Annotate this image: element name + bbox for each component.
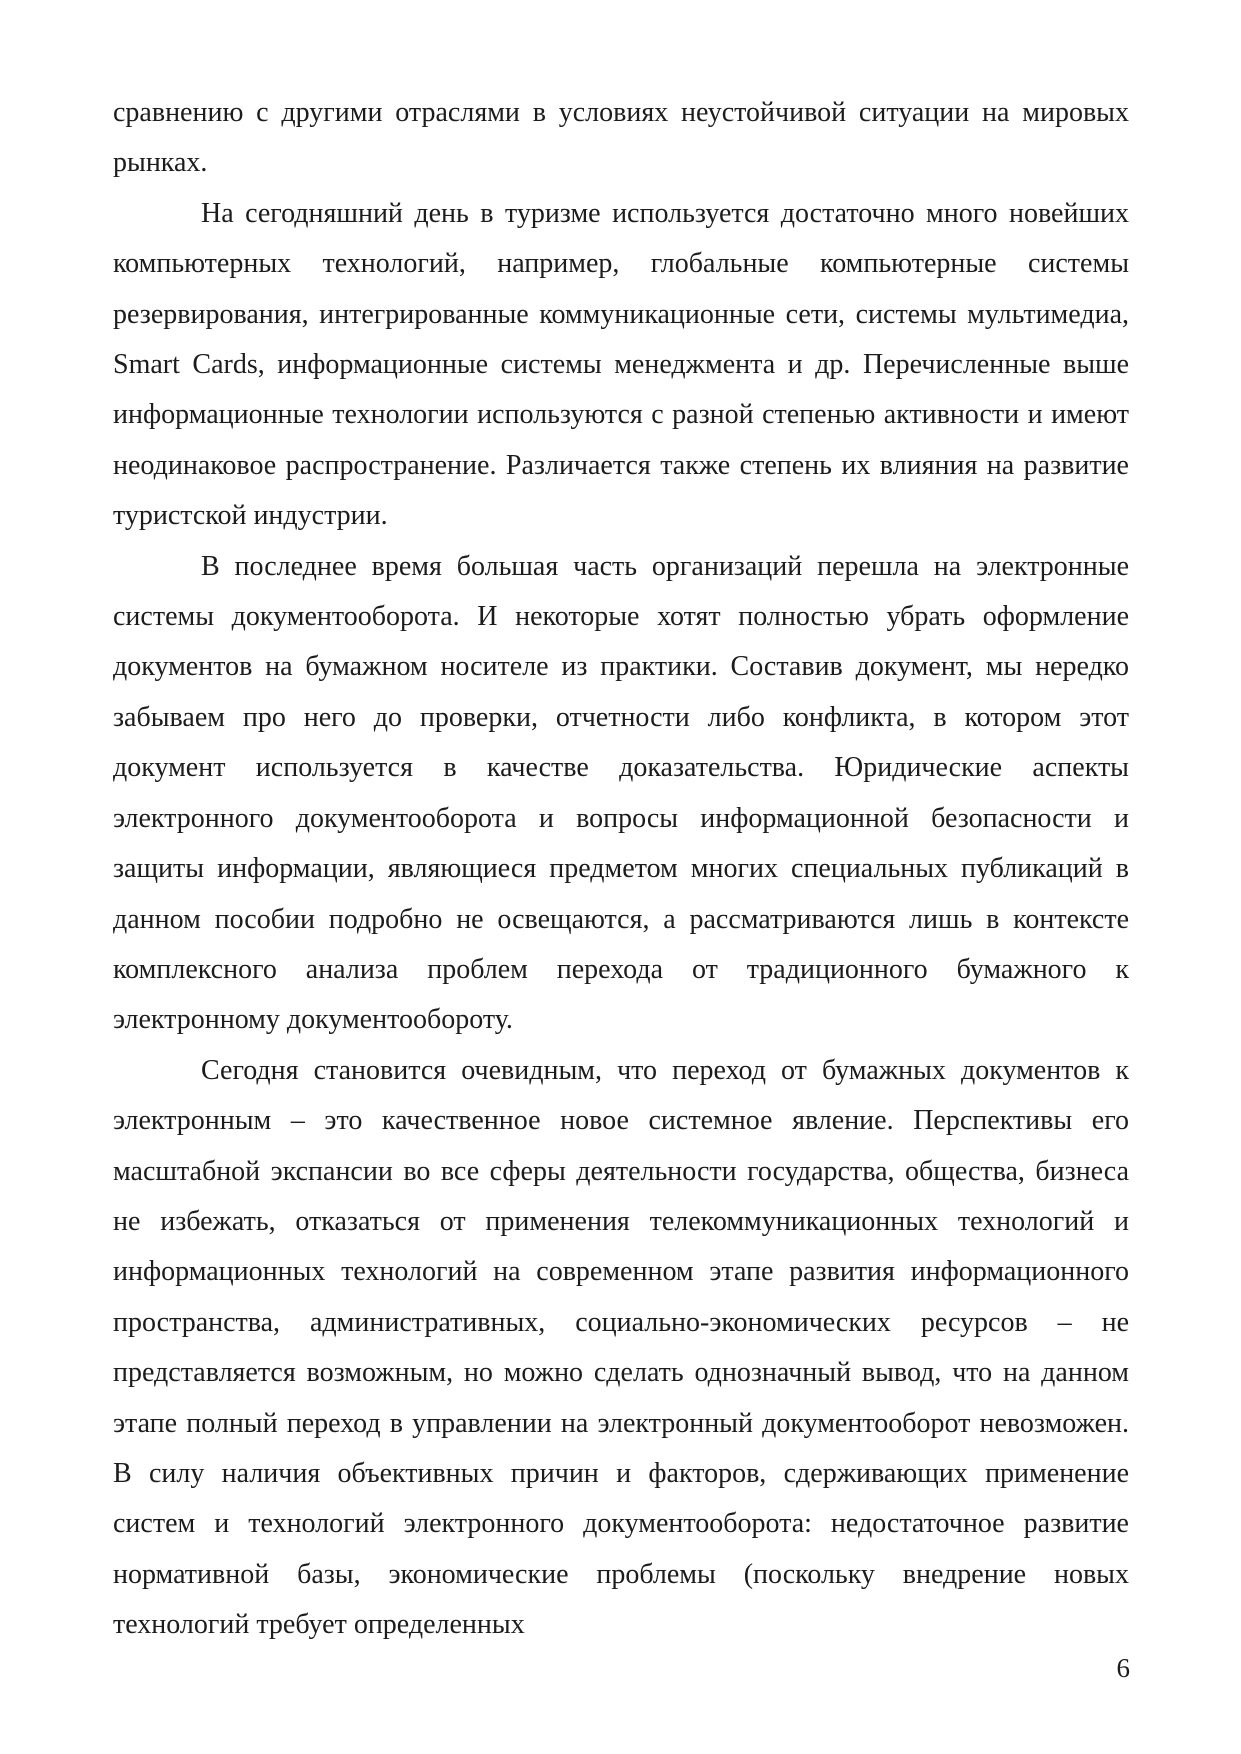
page-number: 6 — [1116, 1653, 1130, 1683]
paragraph-continuation: сравнению с другими отраслями в условиях неустойчивой ситуации на мировых рынках. — [113, 97, 1129, 179]
paragraph-transition-to-electronic: Сегодня становится очевидным, что переход от бумажных документов к электронным – это качественное новое системное явление. Перспективы его масштабной экспансии во все сферы деятельности государства, общества, бизнеса не избежать, отказаться от применения телекоммуникационных технологий и информационных технологий на современном этапе развития информационного пространства, административных, социально-экономических ресурсов – не представляется возможным, но можно сделать однозначный вывод, что на данном этапе полный переход в управлении на электронный документооборот невозможен. В силу наличия объективных причин и факторов, сдерживающих применение систем и технологий электронного документооборота: недостаточное развитие нормативной базы, экономические проблемы (поскольку внедрение новых технологий требует определенных — [113, 1054, 1129, 1641]
paragraph-tourism-technologies: На сегодняшний день в туризме используется достаточно много новейших компьютерных технологий, например, глобальные компьютерные системы резервирования, интегрированные коммуникационные сети, системы мультимедиа, Smart Cards, информационные системы менеджмента и др. Перечисленные выше информационные технологии используются с разной степенью активности и имеют неодинаковое распространение. Различается также степень их влияния на развитие туристской индустрии. — [113, 197, 1129, 532]
body-text — [113, 88, 1129, 1651]
paragraph-electronic-document-systems: В последнее время большая часть организаций перешла на электронные системы документооборота. И некоторые хотят полностью убрать оформление документов на бумажном носителе из практики. Составив документ, мы нередко забываем про него до проверки, отчетности либо конфликта, в котором этот документ используется в качестве доказательства. Юридические аспекты электронного документооборота и вопросы информационной безопасности и защиты информации, являющиеся предметом многих специальных публикаций в данном пособии подробно не освещаются, а рассматриваются лишь в контексте комплексного анализа проблем перехода от традиционного бумажного к электронному документообороту. — [113, 550, 1129, 1036]
